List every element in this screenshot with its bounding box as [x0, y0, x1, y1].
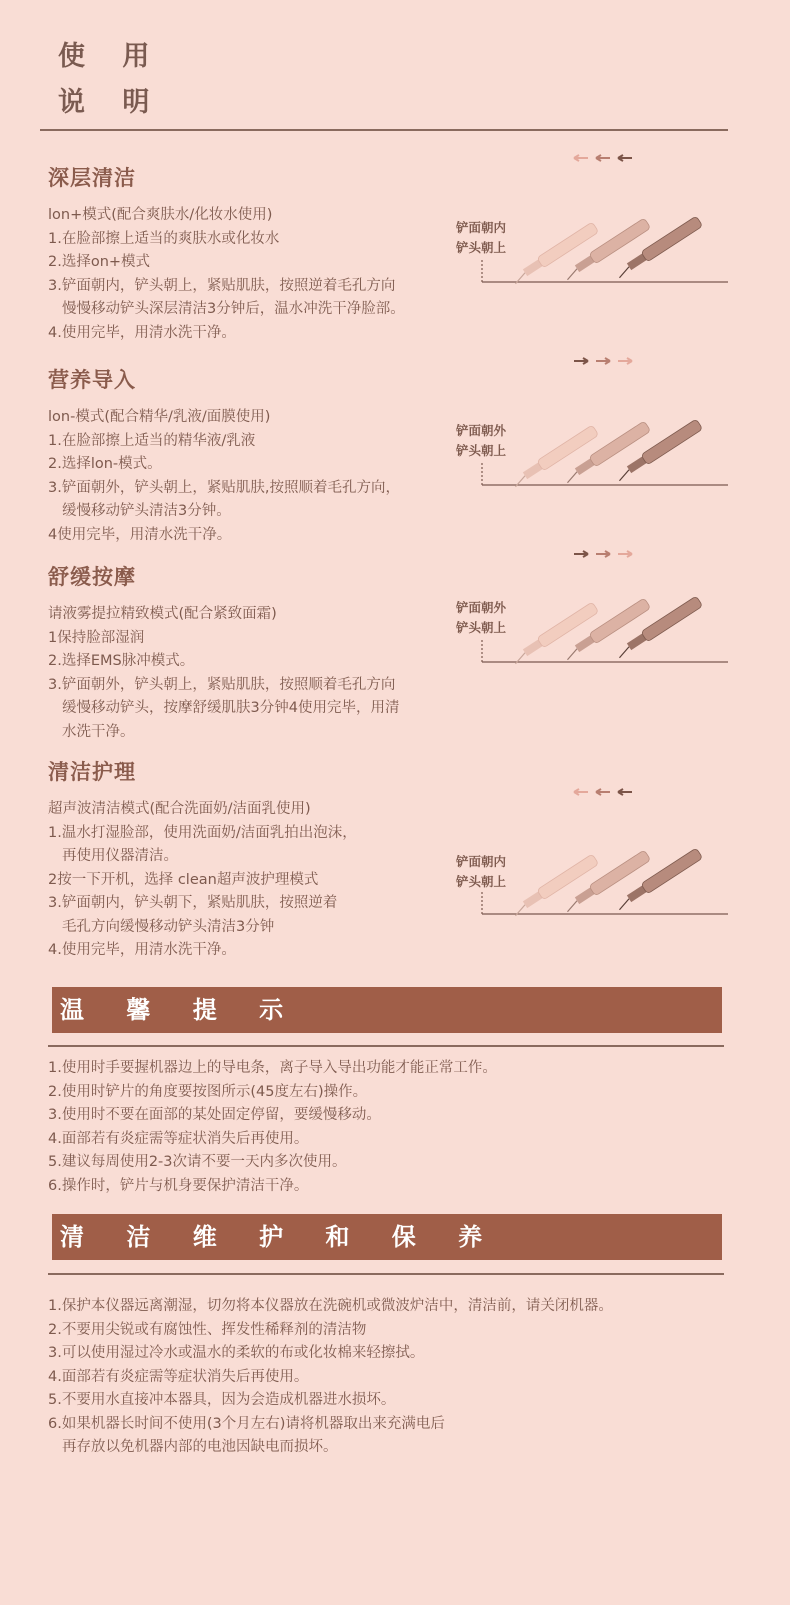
diagram-label-head: 铲头朝上: [456, 620, 507, 635]
diagram-label-head: 铲头朝上: [456, 443, 507, 458]
diagram-label-head: 铲头朝上: [456, 874, 507, 889]
section-line: 4使用完毕，用清水洗干净。: [48, 526, 232, 543]
tip-item: 4.面部若有炎症需等症状消失后再使用。: [48, 1130, 309, 1147]
diagram-label-face: 铲面朝外: [456, 423, 507, 438]
section-line: lon-模式(配合精华/乳液/面膜使用): [48, 409, 271, 425]
diagram-nutrition: [456, 351, 746, 491]
care-item: 2.不要用尖锐或有腐蚀性、挥发性稀释剂的清洁物: [48, 1321, 367, 1338]
tips-list: [48, 1057, 738, 1198]
diagram-label-face: 铲面朝内: [456, 854, 507, 869]
section-line: 超声波清洁模式(配合洗面奶/洁面乳使用): [48, 801, 311, 817]
section-line: 1.在脸部擦上适当的爽肤水或化妆水: [48, 230, 280, 247]
tip-item: 1.使用时手要握机器边上的导电条，离子导入导出功能才能正常工作。: [48, 1060, 497, 1076]
care-list: [48, 1295, 738, 1460]
diagram-massage: [456, 544, 746, 684]
tip-item: 5.建议每周使用2-3次请不要一天内多次使用。: [48, 1154, 347, 1170]
care-item: 5.不要用水直接冲本器具，因为会造成机器进水损坏。: [48, 1392, 396, 1408]
section-line: 慢慢移动铲头深层清洁3分钟后，温水冲洗干净脸部。: [62, 301, 405, 317]
tips-divider: [48, 1045, 724, 1047]
section-line: 缓慢移动铲头清洁3分钟。: [62, 503, 231, 519]
title-divider: [40, 129, 728, 131]
section-line: 3.铲面朝内，铲头朝上，紧贴肌肤，按照逆着毛孔方向: [48, 277, 396, 294]
page-title-line2: 说 明: [58, 87, 164, 118]
section-cleansing-care: [48, 756, 478, 963]
tip-item: 3.使用时不要在面部的某处固定停留，要缓慢移动。: [48, 1107, 381, 1123]
section-line: 1保持脸部湿润: [48, 629, 145, 646]
arrows-left-icon: [574, 789, 632, 795]
care-divider: [48, 1273, 724, 1275]
section-line: 请液雾提拉精致模式(配合紧致面霜): [48, 606, 277, 622]
section-line: 2.选择on+模式: [48, 254, 151, 270]
section-line: 3.铲面朝外，铲头朝上，紧贴肌肤,按照顺着毛孔方向，: [48, 479, 400, 496]
section-heading: 舒缓按摩: [48, 565, 136, 589]
section-line: 3.铲面朝外，铲头朝上，紧贴肌肤，按照顺着毛孔方向: [48, 676, 396, 693]
section-line: 4.使用完毕，用清水洗干净。: [48, 324, 236, 341]
diagram-label-face: 铲面朝内: [456, 220, 507, 235]
arrows-right-icon: [574, 358, 632, 364]
tips-banner: 温 馨 提 示: [52, 987, 722, 1033]
page-title-line1: 使 用: [58, 41, 164, 72]
care-item: 1.保护本仪器远离潮湿，切勿将本仪器放在洗碗机或微波炉洁中，清洁前，请关闭机器。: [48, 1298, 613, 1314]
section-line: 3.铲面朝内，铲头朝下，紧贴肌肤，按照逆着: [48, 895, 338, 911]
section-line: 1.在脸部擦上适当的精华液/乳液: [48, 432, 256, 449]
section-line: 4.使用完毕，用清水洗干净。: [48, 942, 236, 958]
care-item: 再存放以免机器内部的电池因缺电而损坏。: [62, 1439, 338, 1455]
arrows-right-icon: [574, 551, 632, 557]
care-item: 6.如果机器长时间不使用(3个月左右)请将机器取出来充满电后: [48, 1415, 445, 1432]
section-line: 2按一下开机，选择 clean超声波护理模式: [48, 871, 319, 888]
section-massage: [48, 561, 478, 744]
diagram-cleansing-care: [456, 782, 746, 922]
section-line: 2.选择EMS脉冲模式。: [48, 653, 195, 669]
section-line: 1.温水打湿脸部，使用洗面奶/洁面乳拍出泡沫，: [48, 824, 357, 841]
section-line: 缓慢移动铲头，按摩舒缓肌肤3分钟4使用完毕，用清: [62, 700, 400, 716]
care-banner: 清 洁 维 护 和 保 养: [52, 1214, 722, 1260]
section-line: 再使用仪器清洁。: [62, 848, 178, 864]
section-line: 毛孔方向缓慢移动铲头清洁3分钟: [62, 918, 275, 935]
section-line: lon+模式(配合爽肤水/化妆水使用): [48, 207, 273, 223]
tip-item: 6.操作时，铲片与机身要保护清洁干净。: [48, 1177, 309, 1194]
diagram-deep-clean: [456, 148, 746, 288]
page-title: [58, 34, 163, 126]
section-heading: 清洁护理: [48, 760, 136, 784]
care-item: 4.面部若有炎症需等症状消失后再使用。: [48, 1368, 309, 1385]
section-deep-clean: [48, 162, 478, 345]
section-line: 水洗干净。: [62, 723, 135, 740]
section-nutrition: [48, 364, 478, 547]
section-heading: 深层清洁: [48, 166, 136, 190]
diagram-label-head: 铲头朝上: [456, 240, 507, 255]
section-line: 2.选择lon-模式。: [48, 456, 162, 472]
care-item: 3.可以使用湿过冷水或温水的柔软的布或化妆棉来轻擦拭。: [48, 1345, 425, 1361]
tip-item: 2.使用时铲片的角度要按图所示(45度左右)操作。: [48, 1083, 368, 1100]
diagram-label-face: 铲面朝外: [456, 600, 507, 615]
section-heading: 营养导入: [48, 368, 136, 392]
arrows-left-icon: [574, 155, 632, 161]
